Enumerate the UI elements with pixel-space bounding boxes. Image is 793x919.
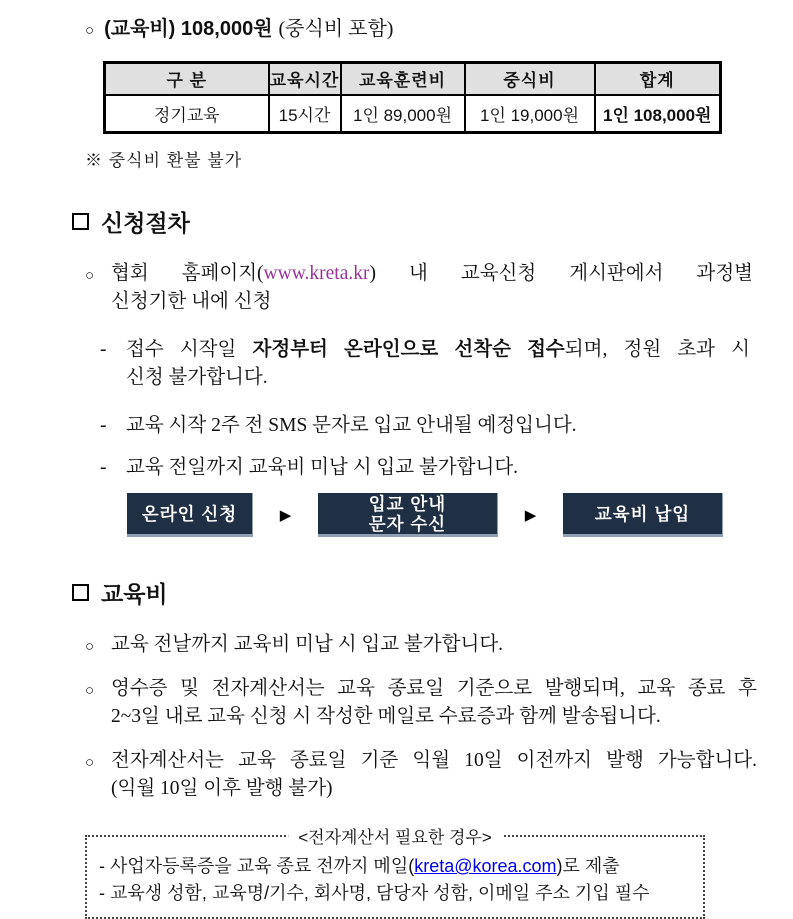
cell-total: 1인 108,000원 <box>595 95 721 133</box>
notice-item1-post: )로 제출 <box>556 856 620 876</box>
apply-sub-item-1 <box>100 336 750 392</box>
cell-lunch-fee: 1인 19,000원 <box>465 95 595 133</box>
table-header-training-fee: 교육훈련비 <box>341 63 465 95</box>
email-link[interactable]: kreta@korea.com <box>414 856 557 876</box>
table-header-hours: 교육시간 <box>269 63 341 95</box>
cell-training-fee: 1인 89,000원 <box>341 95 465 133</box>
lunch-refund-note: ※ 중식비 환불 불가 <box>85 151 243 170</box>
homepage-link[interactable]: www.kreta.kr <box>263 263 370 284</box>
fee-bullet3-line2: (익월 10일 이후 발행 불가) <box>111 778 333 799</box>
apply-sub-item-2 <box>100 412 750 440</box>
apply-sub1-line1 <box>126 336 750 364</box>
apply-sub2-text: 교육 시작 2주 전 SMS 문자로 입교 안내될 예정입니다. <box>126 415 577 436</box>
homepage-text-post: ) 내 교육신청 게시판에서 과정별 <box>369 263 753 284</box>
arrow-right-icon: ▶ <box>279 507 292 524</box>
circle-bullet-icon: ○ <box>85 639 95 655</box>
flow-step2-label-line2: 문자 수신 <box>368 513 447 534</box>
flow-step-sms-notice <box>318 493 498 537</box>
fee-bullet3-line1: 전자계산서는 교육 종료일 기준 익월 10일 이전까지 발행 가능합니다. <box>111 750 757 771</box>
application-flow <box>127 492 723 538</box>
circle-bullet-icon: ○ <box>85 755 95 771</box>
fee-bullet-1 <box>85 631 757 661</box>
section-title-apply: 신청절차 <box>101 210 190 236</box>
dash-bullet-icon: - <box>100 415 107 436</box>
section-heading-fee <box>72 576 793 609</box>
flow-step2-label-line1: 입교 안내 <box>368 493 447 514</box>
square-bullet-icon <box>72 213 89 230</box>
flow-step3-label: 교육비 납입 <box>594 503 691 524</box>
table-header-total: 합계 <box>595 63 721 95</box>
fee-amount: (교육비) 108,000원 <box>104 18 273 40</box>
fee-table <box>103 61 722 134</box>
fee-bullet-2 <box>85 675 757 731</box>
sub1-text-pre: 접수 시작일 <box>126 339 253 360</box>
table-header-row <box>105 63 721 95</box>
sub1-text-post: 되며, 정원 초과 시 <box>564 339 751 360</box>
notice-item-1 <box>99 853 691 880</box>
fee-bullet-3 <box>85 747 757 803</box>
document-page <box>0 12 793 903</box>
table-header-lunch-fee: 중식비 <box>465 63 595 95</box>
dash-bullet-icon: - <box>100 457 107 478</box>
table-header-category: 구 분 <box>105 63 269 95</box>
arrow-right-icon: ▶ <box>524 507 537 524</box>
fee-bullet2-line1: 영수증 및 전자계산서는 교육 종료일 기준으로 발행되며, 교육 종료 후 <box>111 678 757 699</box>
cell-hours: 15시간 <box>269 95 341 133</box>
homepage-paragraph <box>85 260 753 316</box>
fee-headline <box>85 12 793 41</box>
fee-bullet2-line2: 2~3일 내로 교육 신청 시 작성한 메일로 수료증과 함께 발송됩니다. <box>111 706 661 727</box>
homepage-text-pre: 협회 홈페이지( <box>111 263 264 284</box>
flow-step-payment <box>563 493 723 537</box>
notice-item-2: - 교육생 성함, 교육명/기수, 회사명, 담당자 성함, 이메일 주소 기입 필수 <box>99 883 650 903</box>
dash-bullet-icon: - <box>100 339 107 360</box>
sub1-text-bold: 자정부터 온라인으로 선착순 접수 <box>252 339 565 360</box>
notice-box-title: <전자계산서 필요한 경우> <box>288 824 502 851</box>
tax-invoice-notice-box <box>85 828 705 919</box>
circle-bullet-icon: ○ <box>85 268 95 284</box>
apply-sub-item-3 <box>100 454 750 482</box>
circle-bullet-icon: ○ <box>85 683 95 699</box>
circle-bullet-icon: ○ <box>85 23 95 39</box>
apply-sub3-text: 교육 전일까지 교육비 미납 시 입교 불가합니다. <box>126 457 519 478</box>
section-title-fee: 교육비 <box>101 581 168 607</box>
apply-sub1-line2: 신청 불가합니다. <box>126 367 268 388</box>
homepage-line2: 신청기한 내에 신청 <box>111 291 272 312</box>
section-heading-apply <box>72 205 793 238</box>
homepage-line1 <box>111 260 753 288</box>
cell-category: 정기교육 <box>105 95 269 133</box>
table-row <box>105 95 721 133</box>
square-bullet-icon <box>72 584 89 601</box>
flow-step-online-apply <box>127 493 253 537</box>
flow-step1-label: 온라인 신청 <box>141 503 238 524</box>
fee-amount-note: (중식비 포함) <box>278 18 394 40</box>
fee-bullet1-text: 교육 전날까지 교육비 미납 시 입교 불가합니다. <box>111 634 504 655</box>
notice-item1-pre: - 사업자등록증을 교육 종료 전까지 메일( <box>99 856 415 876</box>
